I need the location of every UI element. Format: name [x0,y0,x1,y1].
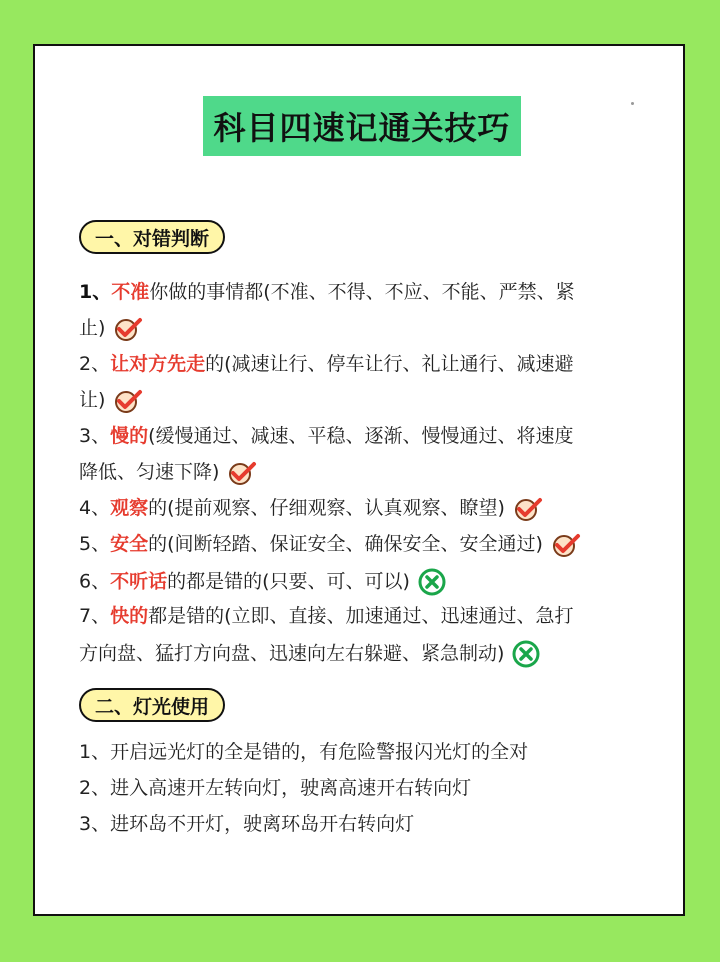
section-heading-lights: 二、灯光使用 [79,688,225,722]
list-item: 3、进环岛不开灯，驶离环岛开右转向灯 [79,813,415,835]
check-icon [113,317,143,341]
check-icon [227,461,257,485]
page-title: 科目四速记通关技巧 [213,109,511,147]
list-item-cont: 止) [79,316,143,341]
list-item-cont: 让) [79,388,143,413]
cross-icon [418,568,446,596]
list-item: 4、观察的(提前观察、仔细观察、认真观察、瞭望) [79,496,543,521]
list-item-cont: 降低、匀速下降) [79,460,257,485]
list-item: 5、安全的(间断轻踏、保证安全、确保安全、安全通过) [79,532,581,557]
list-item: 2、让对方先走的(减速让行、停车让行、礼让通行、减速避 [79,353,574,375]
check-icon [513,497,543,521]
content-card [33,44,685,916]
check-icon [551,533,581,557]
list-item: 6、不听话的都是错的(只要、可、可以) [79,568,446,596]
list-item: 1、开启远光灯的全是错的，有危险警报闪光灯的全对 [79,741,529,763]
list-item: 7、快的都是错的(立即、直接、加速通过、迅速通过、急打 [79,605,574,627]
list-item-cont: 方向盘、猛打方向盘、迅速向左右躲避、紧急制动) [79,640,540,668]
list-item: 3、慢的(缓慢通过、减速、平稳、逐渐、慢慢通过、将速度 [79,425,574,447]
list-item: 1、不准你做的事情都(不准、不得、不应、不能、严禁、紧 [79,281,575,303]
list-item: 2、进入高速开左转向灯，驶离高速开右转向灯 [79,777,472,799]
section-heading-judgement: 一、对错判断 [79,220,225,254]
title-banner [203,96,521,156]
cross-icon [512,640,540,668]
decor-dot [631,102,634,105]
check-icon [113,389,143,413]
